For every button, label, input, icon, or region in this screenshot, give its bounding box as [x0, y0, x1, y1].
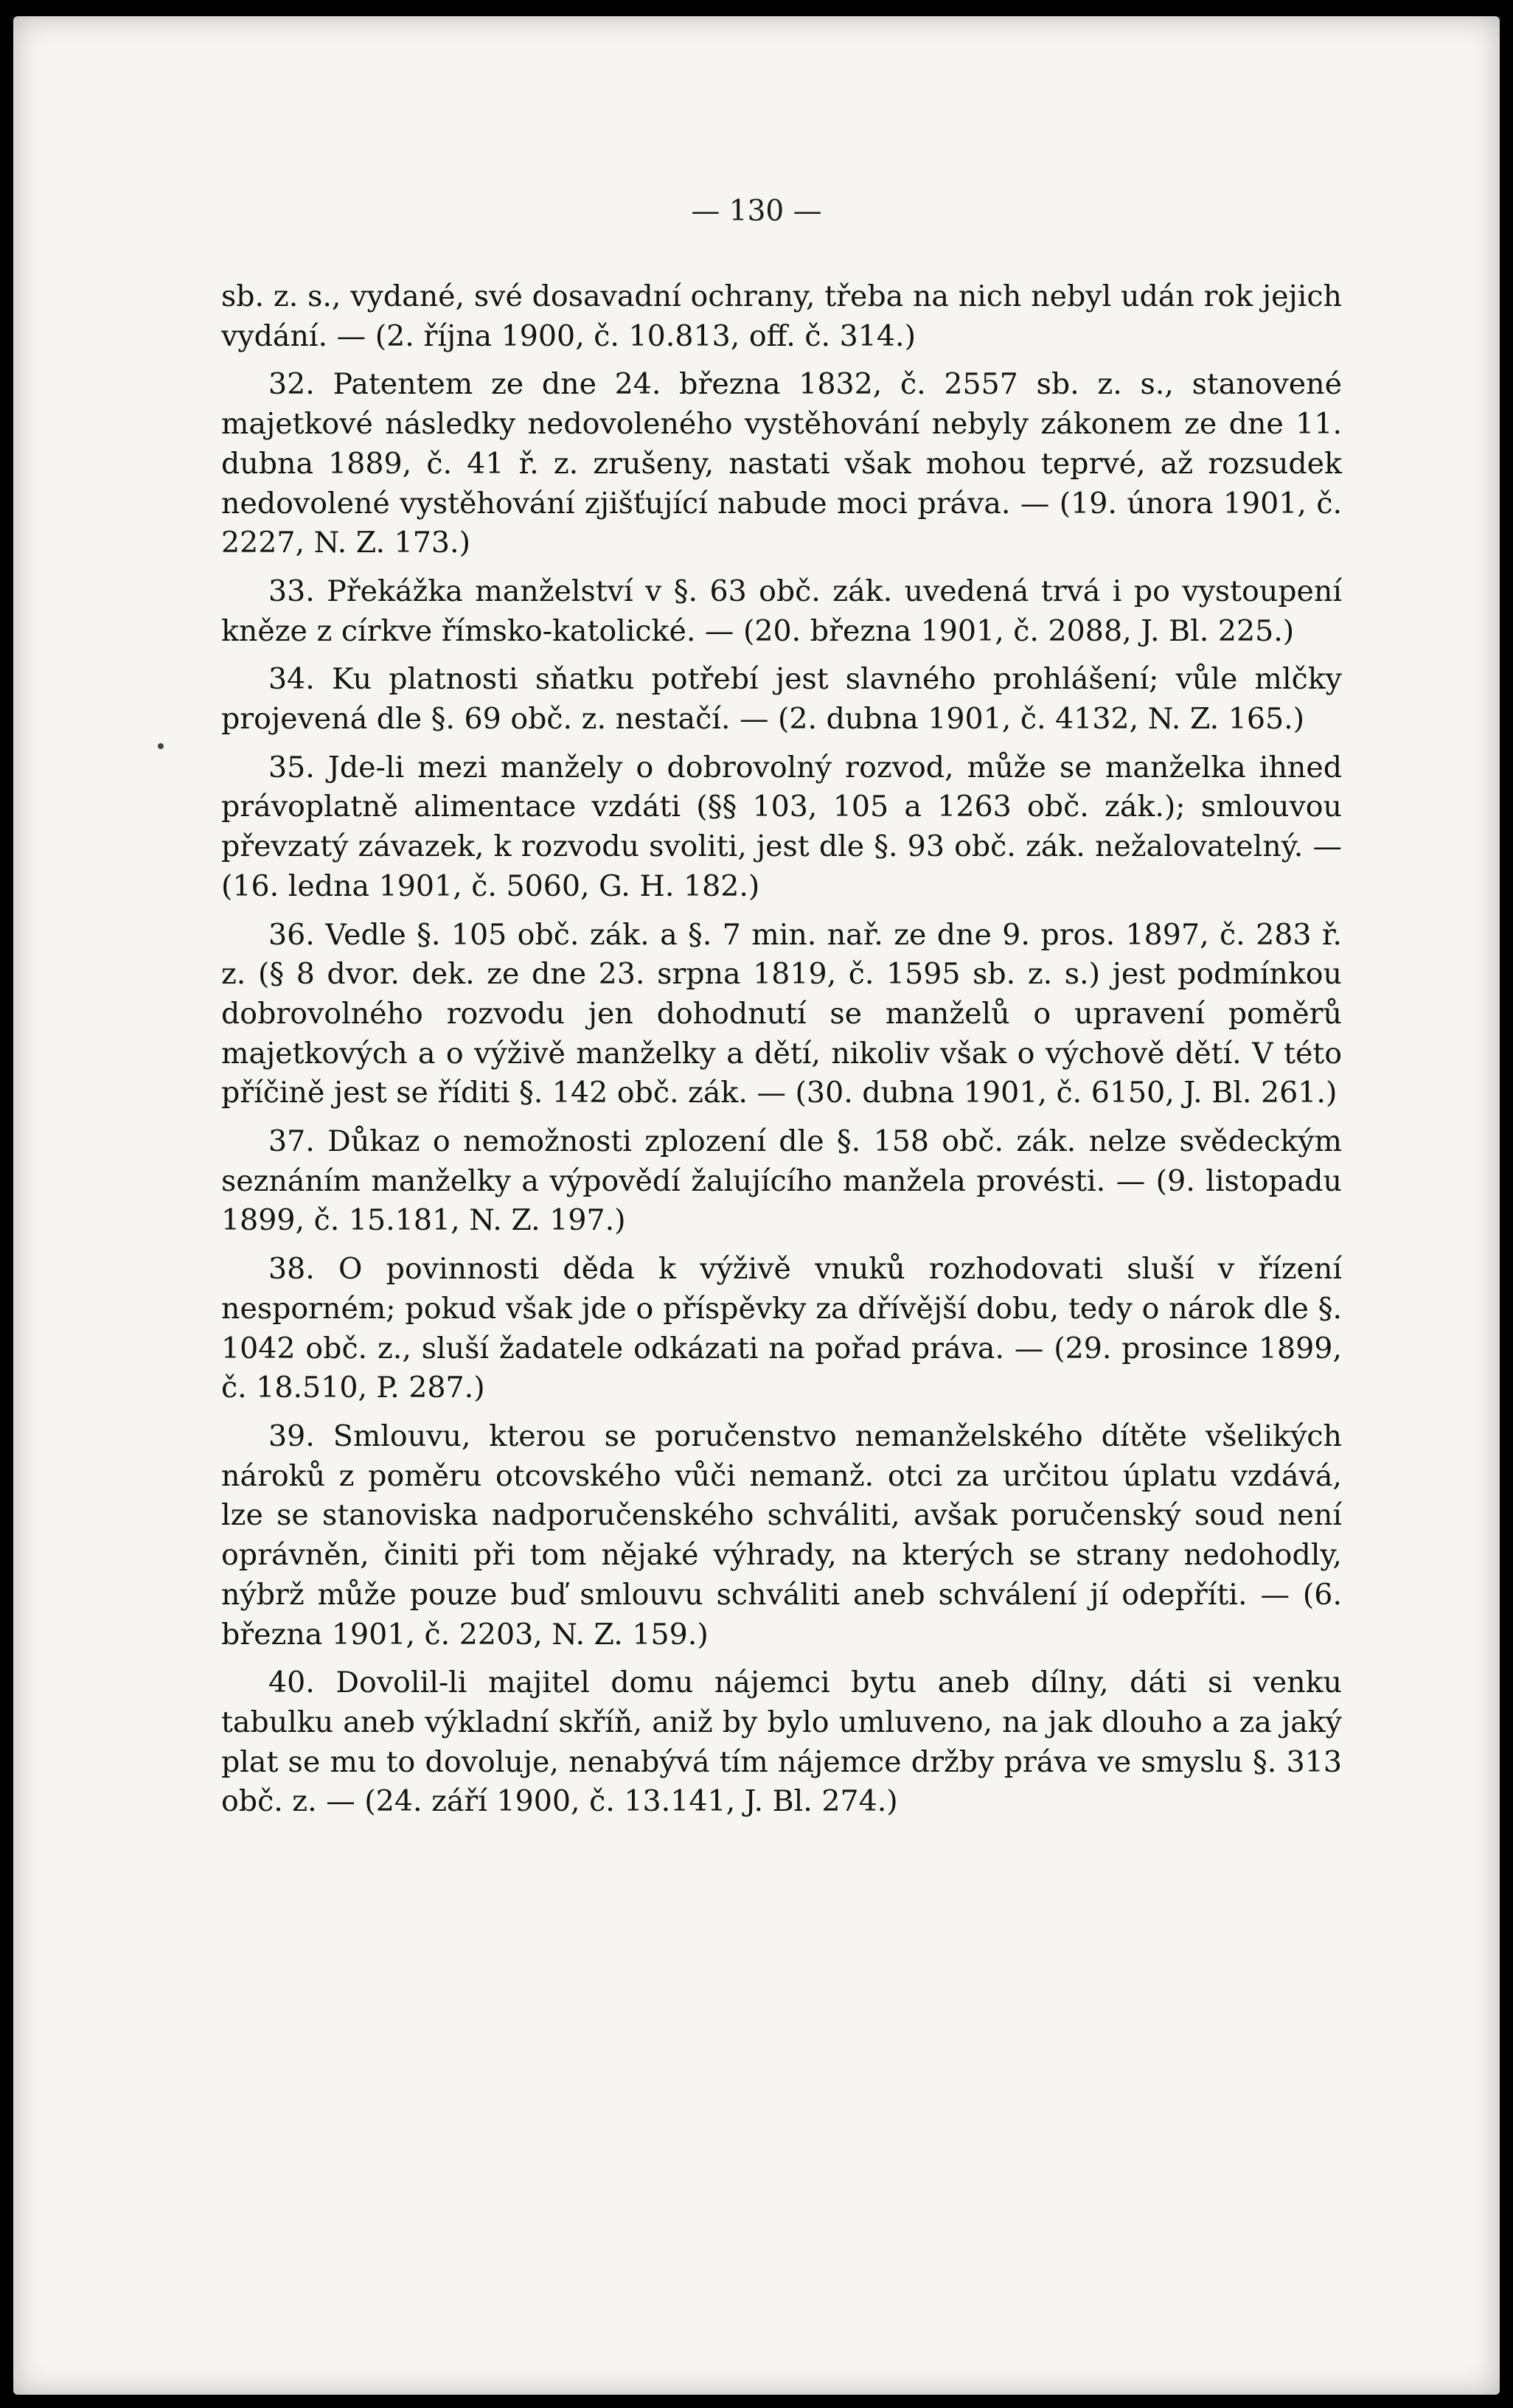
document-page: [13, 16, 1500, 2395]
paragraph-34: 34. Ku platnosti sňatku potřebí jest slavného prohlášení; vůle mlčky projevená dle §. 69 obč. z. nestačí. — (2. dubna 1901, č. 4132, N. Z. 165.): [221, 662, 1342, 737]
page-number: — 130 —: [691, 195, 822, 228]
paragraph-40: 40. Dovolil-li majitel domu nájemci bytu aneb dílny, dáti si venku tabulku aneb výkladní skříň, aniž by bylo umluveno, na jak dlouho a za jaký plat se mu to dovoluje, nenabývá tím nájemce držby práva ve smyslu §. 313 obč. z. — (24. září 1900, č. 13.141, J. Bl. 274.): [221, 1666, 1342, 1819]
paragraph-36: 36. Vedle §. 105 obč. zák. a §. 7 min. nař. ze dne 9. pros. 1897, č. 283 ř. z. (§ 8 dvor. dek. ze dne 23. srpna 1819, č. 1595 sb. z. s.) jest podmínkou dobrovolného rozvodu jen dohodnutí se manželů o upravení poměrů majetkových a o výživě manželky a dětí, nikoliv však o výchově dětí. V této příčině jest se říditi §. 142 obč. zák. — (30. dubna 1901, č. 6150, J. Bl. 261.): [221, 917, 1342, 1110]
paragraph-33: 33. Překážka manželství v §. 63 obč. zák. uvedená trvá i po vystoupení kněze z církve římsko-katolické. — (20. března 1901, č. 2088, J. Bl. 225.): [221, 574, 1342, 648]
paragraph-32: 32. Patentem ze dne 24. března 1832, č. 2557 sb. z. s., stanovené majetkové následky nedovoleného vystěhování nebyly zákonem ze dne 11. dubna 1889, č. 41 ř. z. zrušeny, nastati však mohou teprvé, až rozsudek nedovolené vystěhování zjišťující nabude moci práva. — (19. února 1901, č. 2227, N. Z. 173.): [221, 367, 1342, 560]
paragraph-38: 38. O povinnosti děda k výživě vnuků rozhodovati sluší v řízení nesporném; pokud však jde o příspěvky za dřívější dobu, tedy o nárok dle §. 1042 obč. z., sluší žadatele odkázati na pořad práva. — (29. prosince 1899, č. 18.510, P. 287.): [221, 1252, 1342, 1405]
margin-dot: [158, 743, 164, 749]
paragraph-39: 39. Smlouvu, kterou se poručenstvo nemanželského dítěte všelikých nároků z poměru otcovského vůči nemanž. otci za určitou úplatu vzdává, lze se stanoviska nadporučenského schváliti, avšak poručenský soud není oprávněn, činiti při tom nějaké výhrady, na kterých se strany nedohodly, nýbrž může pouze buď smlouvu schváliti aneb schválení jí odepříti. — (6. března 1901, č. 2203, N. Z. 159.): [221, 1419, 1342, 1652]
paragraph-37: 37. Důkaz o nemožnosti zplození dle §. 158 obč. zák. nelze svědeckým seznáním manželky a výpovědí žalujícího manžela provésti. — (9. listopadu 1899, č. 15.181, N. Z. 197.): [221, 1124, 1342, 1238]
paragraph-continuation: sb. z. s., vydané, své dosavadní ochrany, třeba na nich nebyl udán rok jejich vydání. — (2. října 1900, č. 10.813, off. č. 314.): [221, 279, 1342, 353]
text-block: [221, 277, 1342, 1831]
paragraph-35: 35. Jde-li mezi manžely o dobrovolný rozvod, může se manželka ihned právoplatně alimentace vzdáti (§§ 103, 105 a 1263 obč. zák.); smlouvou převzatý závazek, k rozvodu svoliti, jest dle §. 93 obč. zák. nežalovatelný. — (16. ledna 1901, č. 5060, G. H. 182.): [221, 750, 1342, 903]
